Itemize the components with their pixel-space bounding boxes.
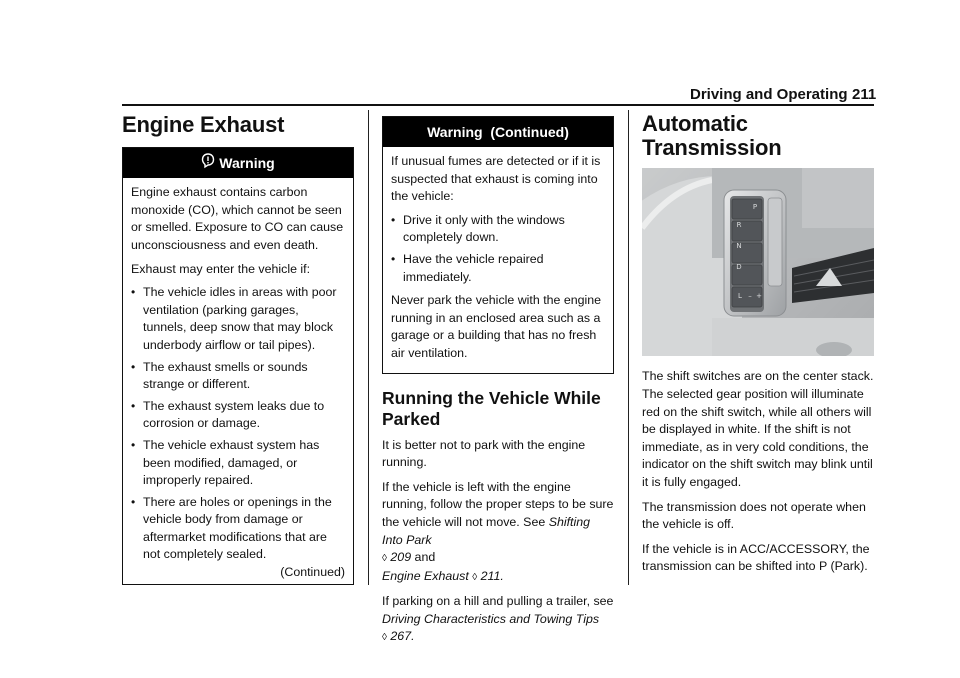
- column-divider-2: [628, 110, 629, 585]
- button-plus-label: +: [756, 292, 762, 301]
- warning-header: [123, 148, 353, 178]
- running-parked-hill-text: If parking on a hill and pulling a trailer, see: [382, 594, 614, 609]
- list-item: • The vehicle idles in areas with poor ventilation (parking garages, tunnels, deep snow that may block underbody airflow or tail pipes).: [131, 284, 345, 354]
- list-item: • The exhaust system leaks due to corrosion or damage.: [131, 398, 345, 433]
- button-p-label: P: [752, 203, 758, 212]
- list-item: • Have the vehicle repaired immediately.: [391, 251, 605, 286]
- running-parked-paragraph-2: [382, 479, 614, 587]
- warning-body: [123, 178, 353, 584]
- header-rule: [122, 104, 874, 106]
- transmission-paragraph-1: The shift switches are on the center stack. The selected gear position will illuminate red on the shift switch, while all others will be displayed in white. If the shift is not immediate, as in very cold conditions, the indicator on the shift switch may blink until it is fully engaged.: [642, 369, 874, 489]
- list-item: • Drive it only with the windows completely down.: [391, 212, 605, 247]
- continued-label: (Continued): [280, 565, 345, 580]
- warning-label: Warning: [219, 155, 275, 172]
- shift-switch-photo: [642, 168, 874, 356]
- warning-icon: [201, 149, 215, 179]
- column-divider-1: [368, 110, 369, 585]
- warning-continued-body: [383, 147, 613, 373]
- warning-paragraph-co: Engine exhaust contains carbon monoxide (CO), which cannot be seen or smelled. Exposure to CO can cause unconsciousness and even death.: [131, 185, 344, 252]
- section-title-running-parked: Running the Vehicle While Parked: [382, 387, 601, 429]
- page-ref-icon: ◊: [382, 553, 387, 565]
- warning-bullet-list: [131, 284, 345, 564]
- warning-continued-paragraph: If unusual fumes are detected or if it is suspected that exhaust is coming into the vehicle:: [391, 154, 601, 204]
- automatic-transmission-body: [642, 368, 874, 576]
- warning-continued-box: [382, 116, 614, 374]
- page-number: 211: [852, 86, 877, 103]
- warning-paragraph-enter: Exhaust may enter the vehicle if:: [131, 261, 311, 276]
- warning-continued-bullets: [391, 212, 605, 286]
- section-title-automatic-transmission: Automatic Transmission: [642, 111, 782, 161]
- running-parked-paragraph-1: It is better not to park with the engine running.: [382, 437, 586, 470]
- list-item: • The vehicle exhaust system has been modified, damaged, or improperly repaired.: [131, 437, 345, 490]
- running-parked-text: If the vehicle is left with the engine running, follow the proper steps to be sure the vehicle will not move. See: [382, 479, 614, 529]
- page-ref-211[interactable]: 211.: [480, 568, 504, 583]
- link-engine-exhaust[interactable]: Engine Exhaust: [382, 568, 469, 583]
- page-ref-icon: ◊: [472, 571, 478, 583]
- running-header-title: Driving and Operating: [690, 86, 848, 103]
- running-parked-body: [382, 437, 614, 648]
- page-ref-icon: ◊: [382, 632, 387, 644]
- column-running-parked: [382, 110, 614, 654]
- column-engine-exhaust: [122, 110, 354, 585]
- running-parked-paragraph-3: [382, 593, 614, 647]
- button-minus-label: –: [748, 292, 752, 301]
- link-shifting-into-park[interactable]: Shifting Into Park: [382, 514, 591, 547]
- button-n-label: N: [736, 242, 742, 251]
- page-ref-209[interactable]: 209: [390, 550, 412, 565]
- button-r-label: R: [736, 221, 742, 230]
- list-item: • The exhaust smells or sounds strange or different.: [131, 359, 345, 394]
- warning-continued-paragraph-never: Never park the vehicle with the engine running in an enclosed area such as a garage or a building that has no fresh air ventilation.: [391, 293, 602, 360]
- link-driving-characteristics[interactable]: Driving Characteristics and Towing Tips: [382, 611, 600, 626]
- shift-switch-illustration: [642, 168, 874, 356]
- list-item: • There are holes or openings in the vehicle body from damage or aftermarket modifications that are not completely sealed.: [131, 494, 345, 564]
- transmission-paragraph-2: The transmission does not operate when the vehicle is off.: [642, 499, 866, 532]
- button-l-label: L: [738, 292, 742, 301]
- warning-continued-header: Warning (Continued): [383, 117, 613, 147]
- column-automatic-transmission: [642, 110, 874, 583]
- page-ref-267[interactable]: 267.: [390, 629, 415, 644]
- transmission-paragraph-3: If the vehicle is in ACC/ACCESSORY, the transmission can be shifted into P (Park).: [642, 541, 870, 574]
- warning-box: [122, 147, 354, 585]
- section-title-engine-exhaust: Engine Exhaust: [122, 112, 285, 137]
- button-d-label: D: [736, 263, 742, 272]
- and-text: and: [414, 550, 436, 565]
